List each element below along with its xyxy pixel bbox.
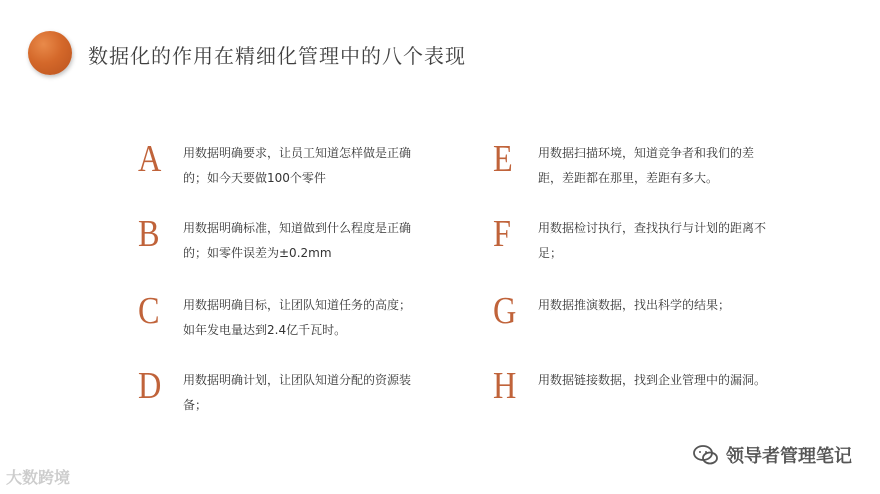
item-letter: F [493, 213, 511, 255]
watermark-left-text: 大数跨境 [6, 468, 71, 487]
item-text: 用数据推演数据，找出科学的结果； [538, 298, 731, 312]
item-letter: A [138, 138, 162, 180]
item-letter: D [138, 365, 162, 407]
watermark-right-text: 领导者管理笔记 [726, 446, 852, 467]
watermark-left [6, 465, 70, 488]
item-letter: H [493, 365, 517, 407]
item-letter: E [493, 138, 513, 180]
item-text: 用数据明确要求，让员工知道怎样做是正确的；如今天要做100个零件 [183, 146, 412, 185]
wechat-icon [692, 444, 720, 466]
item-text: 用数据链接数据，找到企业管理中的漏洞。 [538, 373, 767, 387]
item-text: 用数据扫描环境，知道竞争者和我们的差距，差距都在那里，差距有多大。 [538, 146, 755, 185]
item-letter: B [138, 213, 160, 255]
page-title: 数据化的作用在精细化管理中的八个表现 [88, 44, 466, 68]
watermark-right [692, 442, 852, 468]
item-text: 用数据明确计划，让团队知道分配的资源装备； [183, 373, 412, 412]
item-text: 用数据明确标准，知道做到什么程度是正确的；如零件误差为±0.2mm [183, 221, 412, 260]
item-letter: C [138, 290, 160, 332]
title-bullet-icon [28, 31, 72, 75]
item-text: 用数据检讨执行，查找执行与计划的距离不足； [538, 221, 767, 260]
item-text: 用数据明确目标，让团队知道任务的高度；如年发电量达到2.4亿千瓦时。 [183, 298, 412, 337]
item-letter: G [493, 290, 517, 332]
